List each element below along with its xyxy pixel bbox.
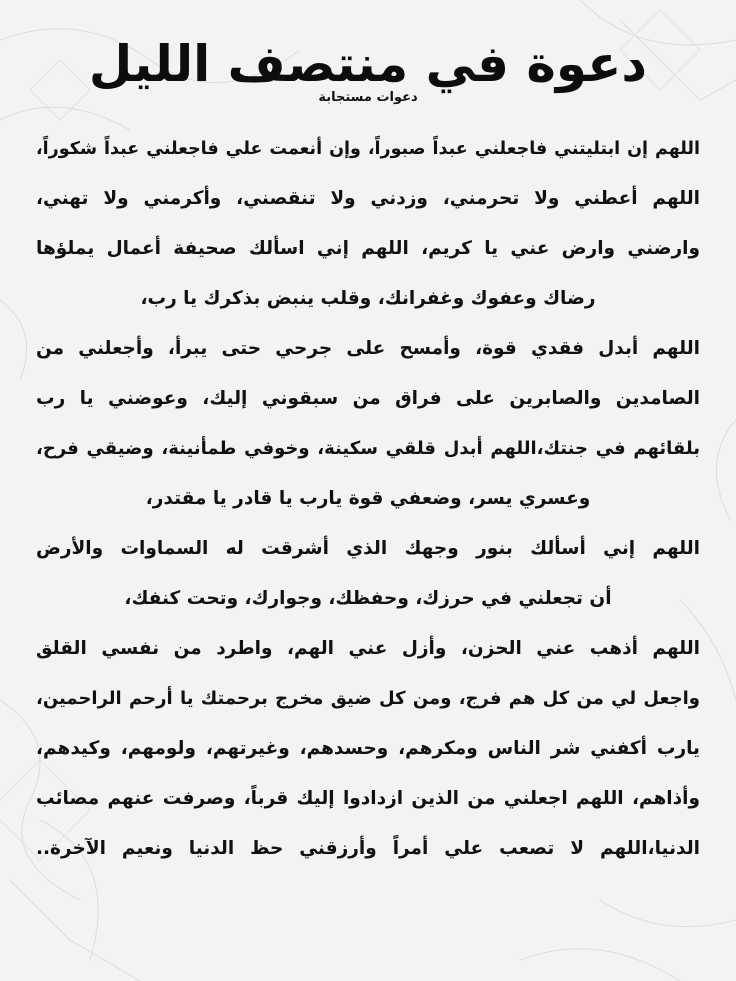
prayer-line: رضاك وعفوك وغفرانك، وقلب ينبض بذكرك يا رب، (140, 288, 596, 309)
prayer-line: اللهم أعطني ولا تحرمني، وزدني ولا تنقصني، وأكرمني ولا تهني، (36, 188, 700, 209)
prayer-line: اللهم إني أسألك بنور وجهك الذي أشرقت له السماوات والأرض (36, 538, 700, 559)
prayer-line: أن تجعلني في حرزك، وحفظك، وجوارك، وتحت كنفك، (124, 588, 612, 609)
prayer-line: الدنيا،اللهم لا تصعب علي أمراً وأرزقني حظ الدنيا ونعيم الآخرة.. (36, 838, 700, 859)
prayer-line: الصامدين والصابرين على فراق من سبقوني إليك، وعوضني يا رب (36, 388, 700, 409)
page-subtitle: دعوات مستجابة (318, 90, 418, 105)
prayer-line: اللهم أذهب عني الحزن، وأزل عني الهم، واطرد من نفسي القلق (36, 638, 700, 659)
page-title: دعوة في منتصف الليل (88, 35, 648, 93)
prayer-text (30, 124, 706, 874)
prayer-line: اللهم أبدل فقدي قوة، وأمسح على جرحي حتى يبرأ، وأجعلني من (36, 338, 700, 359)
prayer-line: بلقائهم في جنتك،اللهم أبدل قلقي سكينة، وخوفي طمأنينة، وضيقي فرح، (36, 438, 700, 459)
prayer-line: واجعل لي من كل هم فرج، ومن كل ضيق مخرج برحمتك يا أرحم الراحمين، (36, 688, 700, 709)
prayer-line: وارضني وارض عني يا كريم، اللهم إني اسألك صحيفة أعمال يملؤها (36, 238, 700, 259)
prayer-line: يارب أكفني شر الناس ومكرهم، وحسدهم، وغيرتهم، ولومهم، وكيدهم، (36, 738, 700, 759)
prayer-line: وعسري يسر، وضعفي قوة يارب يا قادر يا مقتدر، (145, 488, 591, 509)
prayer-line: اللهم إن ابتليتني فاجعلني عبداً صبوراً، وإن أنعمت علي فاجعلني عبداً شكوراً، (36, 139, 700, 159)
prayer-line: وأذاهم، اللهم اجعلني من الذين ازدادوا إليك قرباً، وصرفت عنهم مصائب (36, 788, 700, 809)
